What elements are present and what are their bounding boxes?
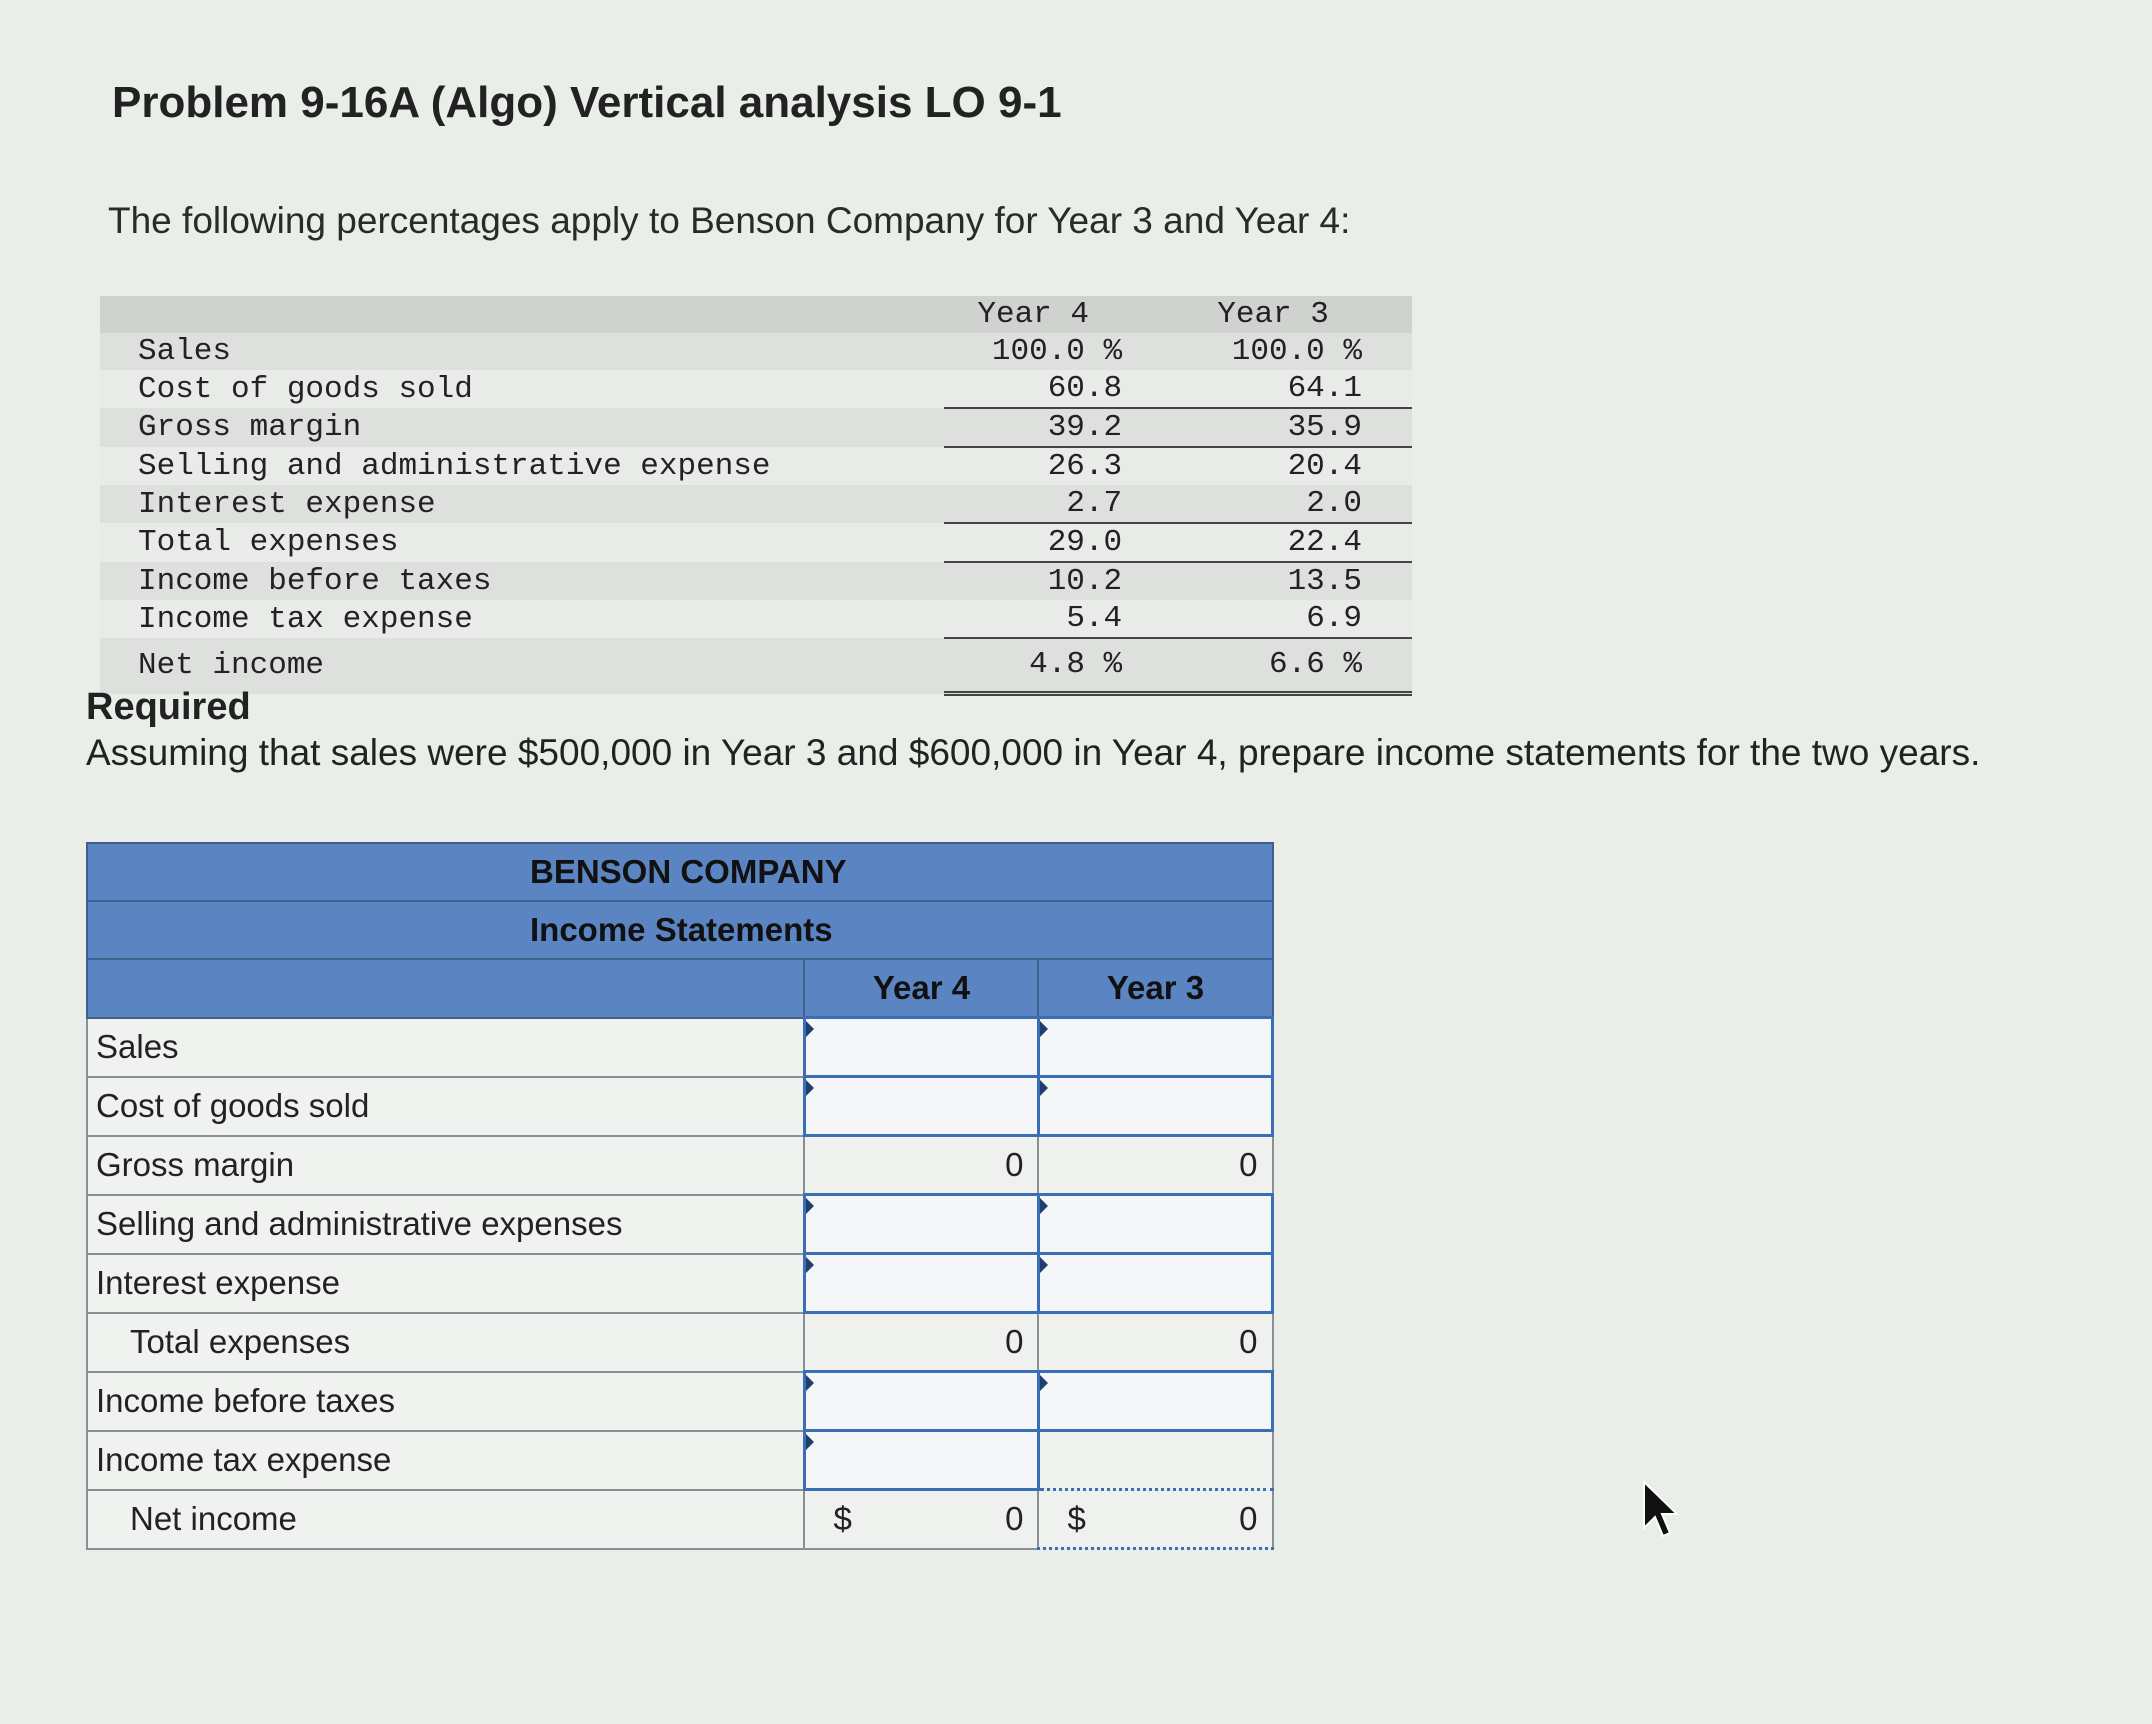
pct-row	[100, 523, 1412, 562]
pct-row-label: Interest expense	[100, 485, 944, 523]
column-header-row	[87, 959, 1273, 1018]
pct-row-year3: 6.9	[1184, 600, 1412, 638]
pct-row-year4: 29.0	[944, 523, 1184, 562]
pct-row	[100, 370, 1412, 408]
statement-row-total-expenses	[87, 1313, 1273, 1372]
pct-row-year4: 39.2	[944, 408, 1184, 447]
company-header-row	[87, 843, 1273, 901]
subtitle-row	[87, 901, 1273, 959]
pct-row-label: Gross margin	[100, 408, 944, 447]
currency-symbol: $	[833, 1500, 852, 1538]
pct-row-year4: 2.7	[944, 485, 1184, 523]
pct-row-year3: 64.1	[1184, 370, 1412, 408]
pct-row-label: Cost of goods sold	[100, 370, 944, 408]
pct-row-year4: 4.8 %	[944, 638, 1184, 694]
statement-row-income-tax	[87, 1431, 1273, 1490]
currency-symbol: $	[1067, 1500, 1086, 1537]
pct-row	[100, 408, 1412, 447]
row-label: Cost of goods sold	[87, 1077, 804, 1136]
cogs-year3-input[interactable]	[1038, 1077, 1272, 1136]
pct-row-label: Total expenses	[100, 523, 944, 562]
pct-row	[100, 447, 1412, 485]
pct-row-label: Income tax expense	[100, 600, 944, 638]
pct-row-year4: 26.3	[944, 447, 1184, 485]
pct-row-year4: 10.2	[944, 562, 1184, 600]
pct-row-year3: 35.9	[1184, 408, 1412, 447]
net-income-year4-amount: 0	[1005, 1500, 1024, 1538]
gross-margin-year3-value: 0	[1038, 1136, 1272, 1195]
pct-row-year3: 2.0	[1184, 485, 1412, 523]
pct-row-year3: 13.5	[1184, 562, 1412, 600]
required-text: Assuming that sales were $500,000 in Year 3 and $600,000 in Year 4, prepare income statements for the two years.	[86, 732, 1981, 773]
pct-row-year3: 20.4	[1184, 447, 1412, 485]
statement-row-selling-admin	[87, 1195, 1273, 1254]
pct-header-blank	[100, 296, 944, 333]
row-label: Interest expense	[87, 1254, 804, 1313]
row-label: Net income	[87, 1490, 804, 1549]
statement-row-net-income	[87, 1490, 1273, 1549]
interest-year3-input[interactable]	[1038, 1254, 1272, 1313]
selling-admin-year3-input[interactable]	[1038, 1195, 1272, 1254]
pct-row-label: Sales	[100, 333, 944, 370]
pct-row-label: Income before taxes	[100, 562, 944, 600]
pct-row-label: Net income	[100, 638, 944, 694]
row-label: Gross margin	[87, 1136, 804, 1195]
pct-row-year4: 60.8	[944, 370, 1184, 408]
row-label: Total expenses	[87, 1313, 804, 1372]
pct-header-year3: Year 3	[1184, 296, 1412, 333]
income-tax-year4-input[interactable]	[804, 1431, 1038, 1490]
pct-row	[100, 600, 1412, 638]
column-header-year3: Year 3	[1038, 959, 1272, 1018]
income-statement-table	[86, 842, 1274, 1550]
net-income-year3-value	[1038, 1490, 1272, 1549]
row-label: Income before taxes	[87, 1372, 804, 1431]
pct-row	[100, 638, 1412, 694]
statement-row-gross-margin	[87, 1136, 1273, 1195]
pct-row	[100, 333, 1412, 370]
pct-row-label: Selling and administrative expense	[100, 447, 944, 485]
statement-row-income-before-taxes	[87, 1372, 1273, 1431]
pct-row-year3: 6.6 %	[1184, 638, 1412, 694]
income-before-taxes-year4-input[interactable]	[804, 1372, 1038, 1431]
statement-row-sales	[87, 1018, 1273, 1077]
selling-admin-year4-input[interactable]	[804, 1195, 1038, 1254]
statement-row-interest	[87, 1254, 1273, 1313]
income-tax-year3-input[interactable]	[1038, 1431, 1272, 1490]
intro-text: The following percentages apply to Benson Company for Year 3 and Year 4:	[108, 200, 1351, 241]
net-income-year3-amount: 0	[1239, 1500, 1258, 1537]
statement-subtitle: Income Statements	[87, 901, 1273, 959]
mouse-cursor-icon	[1640, 1480, 1680, 1540]
problem-title: Problem 9-16A (Algo) Vertical analysis LO 9-1	[112, 78, 1062, 127]
pct-row-year4: 5.4	[944, 600, 1184, 638]
pct-row-year3: 100.0 %	[1184, 333, 1412, 370]
column-header-blank	[87, 959, 804, 1018]
pct-row	[100, 562, 1412, 600]
interest-year4-input[interactable]	[804, 1254, 1038, 1313]
sales-year4-input[interactable]	[804, 1018, 1038, 1077]
gross-margin-year4-value: 0	[804, 1136, 1038, 1195]
pct-header-year4: Year 4	[944, 296, 1184, 333]
pct-row	[100, 485, 1412, 523]
column-header-year4: Year 4	[804, 959, 1038, 1018]
required-heading: Required	[86, 686, 251, 728]
sales-year3-input[interactable]	[1038, 1018, 1272, 1077]
row-label: Income tax expense	[87, 1431, 804, 1490]
cogs-year4-input[interactable]	[804, 1077, 1038, 1136]
company-name: BENSON COMPANY	[87, 843, 1273, 901]
row-label: Sales	[87, 1018, 804, 1077]
statement-row-cogs	[87, 1077, 1273, 1136]
percentage-table	[100, 296, 1412, 696]
total-expenses-year4-value: 0	[804, 1313, 1038, 1372]
pct-row-year4: 100.0 %	[944, 333, 1184, 370]
pct-row-year3: 22.4	[1184, 523, 1412, 562]
net-income-year4-value	[804, 1490, 1038, 1549]
income-before-taxes-year3-input[interactable]	[1038, 1372, 1272, 1431]
total-expenses-year3-value: 0	[1038, 1313, 1272, 1372]
row-label: Selling and administrative expenses	[87, 1195, 804, 1254]
